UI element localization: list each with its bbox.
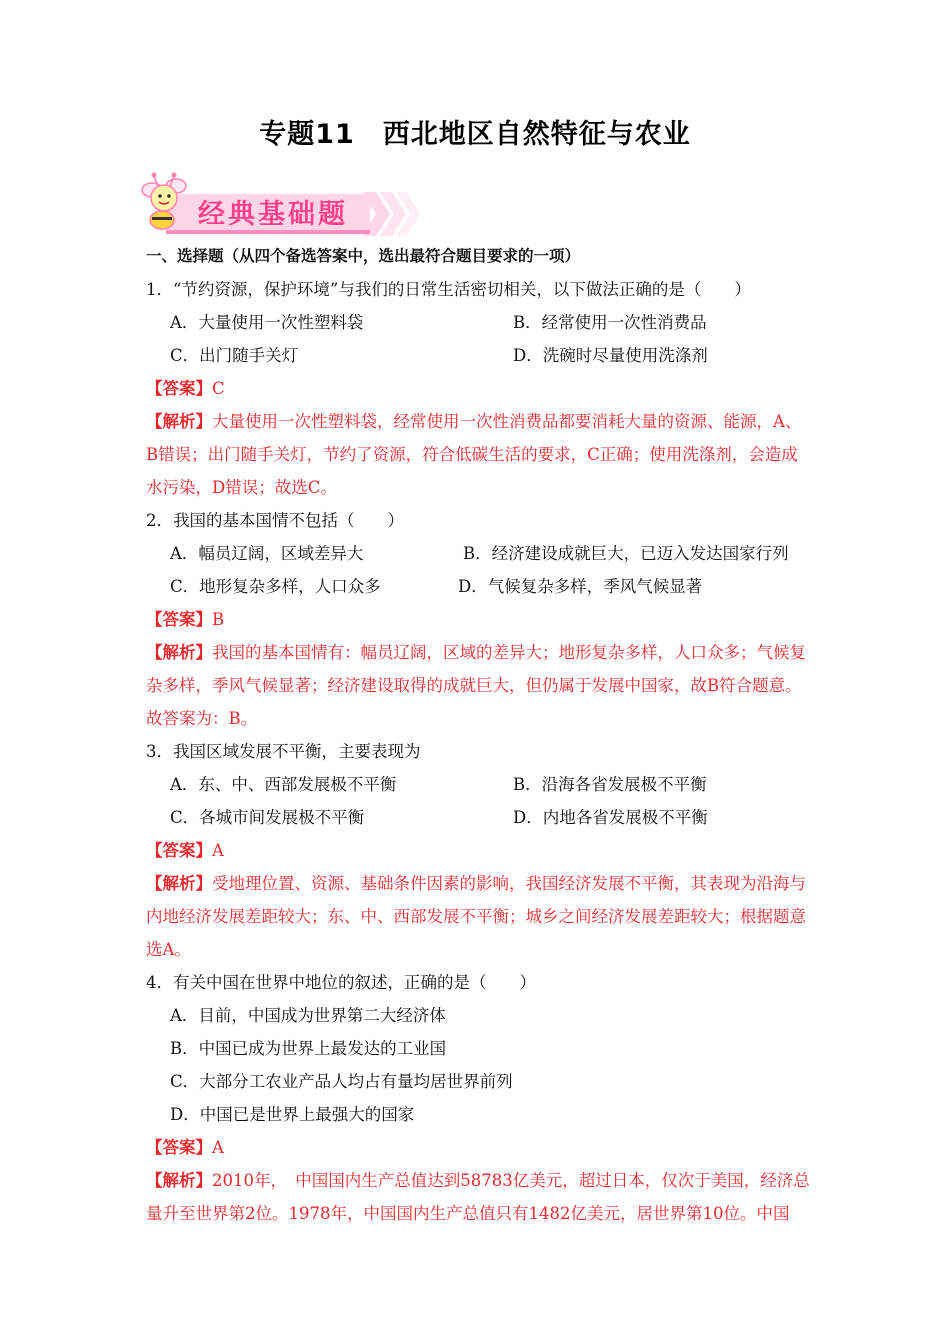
explanation-label: 【解析】 [146,874,212,893]
explanation-text: 选A。 [146,940,191,959]
question-stem: 2．我国的基本国情不包括（ ） [146,511,404,530]
explanation-text: 我国的基本国情有：幅员辽阔，区域的差异大；地形复杂多样，人口众多；气候复 [212,643,806,662]
option-d: D．内地各省发展极不平衡 [513,808,708,827]
explanation-label: 【解析】 [146,1171,212,1190]
option-c: C．出门随手关灯 [170,346,299,365]
explanation-text: 大量使用一次性塑料袋，经常使用一次性消费品都要消耗大量的资源、能源，A、 [212,412,802,431]
section-title: 一、选择题（从四个备选答案中，选出最符合题目要求的一项） [146,247,581,265]
option-row [146,999,826,1032]
question-stem: 1．“节约资源，保护环境”与我们的日常生活密切相关，以下做法正确的是（ ） [146,280,751,299]
explanation-line [146,636,826,669]
answer-value: B [212,610,225,629]
option-row [146,537,826,570]
answer-value: A [212,1138,224,1157]
explanation-text: 内地经济发展差距较大；东、中、西部发展不平衡；城乡之间经济发展差距较大；根据题意 [146,907,806,926]
option-b: B．沿海各省发展极不平衡 [513,775,707,794]
explanation-line [146,1164,826,1197]
explanation-label: 【解析】 [146,643,212,662]
option-row [146,801,826,834]
answer-line [146,1131,826,1164]
explanation-label: 【解析】 [146,412,212,431]
answer-label: 【答案】 [146,1138,212,1157]
explanation-text: 故答案为：B。 [146,709,258,728]
explanation-text: 受地理位置、资源、基础条件因素的影响，我国经济发展不平衡，其表现为沿海与 [212,874,806,893]
option-d: D．中国已是世界上最强大的国家 [170,1105,415,1124]
answer-label: 【答案】 [146,610,212,629]
option-d: D．洗碗时尽量使用洗涤剂 [513,346,708,365]
page-title: 专题11 西北地区自然特征与农业 [259,119,691,150]
option-row [146,1065,826,1098]
option-row [146,306,826,339]
explanation-text: 2010年， 中国国内生产总值达到58783亿美元，超过日本，仅次于美国，经济总 [212,1171,810,1190]
answer-value: A [212,841,224,860]
option-a: A．目前，中国成为世界第二大经济体 [170,1006,446,1025]
option-c: C．大部分工农业产品人均占有量均居世界前列 [170,1072,513,1091]
explanation-text: 量升至世界第2位。1978年，中国国内生产总值只有1482亿美元，居世界第10位。中国 [146,1204,790,1223]
explanation-text: 水污染，D错误；故选C。 [146,478,337,497]
option-b: B．中国已成为世界上最发达的工业国 [170,1039,447,1058]
answer-label: 【答案】 [146,841,212,860]
explanation-line [146,405,826,438]
explanation-text: B错误；出门随手关灯，节约了资源，符合低碳生活的要求，C正确；使用洗涤剂，会造成 [146,445,798,464]
option-a: A．大量使用一次性塑料袋 [170,313,364,332]
banner-label: 经典基础题 [198,199,348,230]
answer-line [146,603,826,636]
chevron-decoration-icon [362,192,420,236]
section-banner [140,168,440,240]
answer-label: 【答案】 [146,379,212,398]
answer-line [146,372,826,405]
option-row [146,768,826,801]
option-row [146,1032,826,1065]
option-a: A．幅员辽阔，区域差异大 [170,544,364,563]
option-a: A．东、中、西部发展极不平衡 [170,775,397,794]
explanation-line [146,867,826,900]
question-stem: 4．有关中国在世界中地位的叙述，正确的是（ ） [146,973,536,992]
option-b: B．经常使用一次性消费品 [513,313,707,332]
option-d: D．气候复杂多样，季风气候显著 [458,577,703,596]
question-stem: 3．我国区域发展不平衡，主要表现为 [146,742,421,761]
answer-line [146,834,826,867]
option-c: C．地形复杂多样，人口众多 [170,577,381,596]
option-row [146,1098,826,1131]
answer-value: C [212,379,225,398]
explanation-text: 杂多样，季风气候显著；经济建设取得的成就巨大，但仍属于发展中国家，故B符合题意。 [146,676,802,695]
option-c: C．各城市间发展极不平衡 [170,808,365,827]
option-b: B．经济建设成就巨大，已迈入发达国家行列 [463,544,789,563]
question-list [146,240,826,1230]
option-row [146,570,826,603]
option-row [146,339,826,372]
